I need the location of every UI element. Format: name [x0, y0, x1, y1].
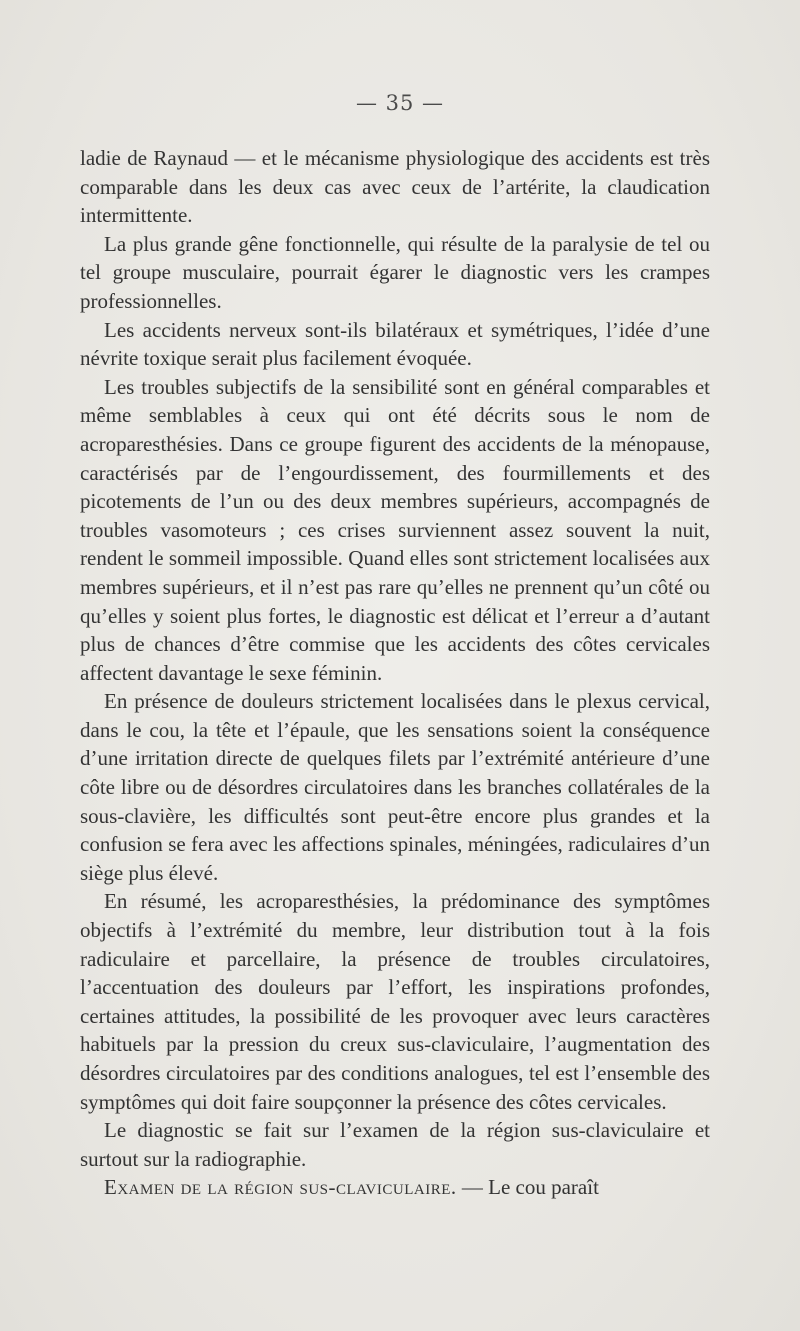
paragraph: Les troubles subjectifs de la sensibilité sont en général comparables et même semblables à ceux qui ont été décrits sous le nom de acroparesthésies. Dans ce groupe figurent des accidents de la ménopause, caractérisés par de l’engourdissement, des fourmillements et des picotements de l’un ou des deux membres supérieurs, accompagnés de troubles vasomoteurs ; ces crises surviennent assez souvent la nuit, rendent le sommeil impossible. Quand elles sont strictement localisées aux membres supérieurs, et il n’est pas rare qu’elles ne prennent qu’un côté ou qu’elles y soient plus fortes, le diagnostic est délicat et l’erreur a d’autant plus de chances d’être commise que les accidents des côtes cervicales affectent davantage le sexe féminin.	[80, 374, 710, 685]
paragraph: La plus grande gêne fonctionnelle, qui résulte de la paralysie de tel ou tel groupe musculaire, pourrait égarer le diagnostic vers les crampes professionnelles.	[80, 231, 710, 313]
paragraph: En résumé, les acroparesthésies, la prédominance des symptômes objectifs à l’extrémité du membre, leur distribution tout à la fois radiculaire et parcellaire, la présence de troubles circulatoires, l’accentuation des douleurs par l’effort, les inspirations profondes, certaines attitudes, la possibilité de les provoquer avec leurs caractères habituels par la pression du creux sus-claviculaire, l’augmentation des désordres circulatoires par des conditions analogues, tel est l’ensemble des symptômes qui doit faire soupçonner la présence des côtes cervicales.	[80, 889, 710, 1114]
paragraph: Les accidents nerveux sont-ils bilatéraux et symétriques, l’idée d’une névrite toxique serait plus facilement évoquée.	[80, 317, 710, 371]
paragraph: Le diagnostic se fait sur l’examen de la région sus-claviculaire et surtout sur la radiographie.	[80, 1118, 710, 1171]
paragraph: ladie de Raynaud — et le mécanisme physiologique des accidents est très comparable dans les deux cas avec ceux de l’artérite, la claudication intermittente.	[80, 146, 710, 228]
paragraph: En présence de douleurs strictement localisées dans le plexus cervical, dans le cou, la tête et l’épaule, que les sensations soient la conséquence d’une irritation directe de quelques filets par l’extrémité antérieure d’une côte libre ou de désordres circulatoires dans les branches collatérales de la sous-clavière, les difficultés sont peut-être encore plus grandes et la confusion se fera avec les affections spinales, méningées, radiculaires d’un siège plus élevé.	[80, 689, 710, 885]
section-heading: Examen de la région sus-claviculaire.	[104, 1175, 457, 1200]
body-text	[80, 144, 710, 1202]
page-number: — 35 —	[355, 91, 445, 115]
paragraph-continuation: — Le cou paraît	[456, 1175, 599, 1200]
paragraph-section-heading	[80, 1173, 710, 1202]
